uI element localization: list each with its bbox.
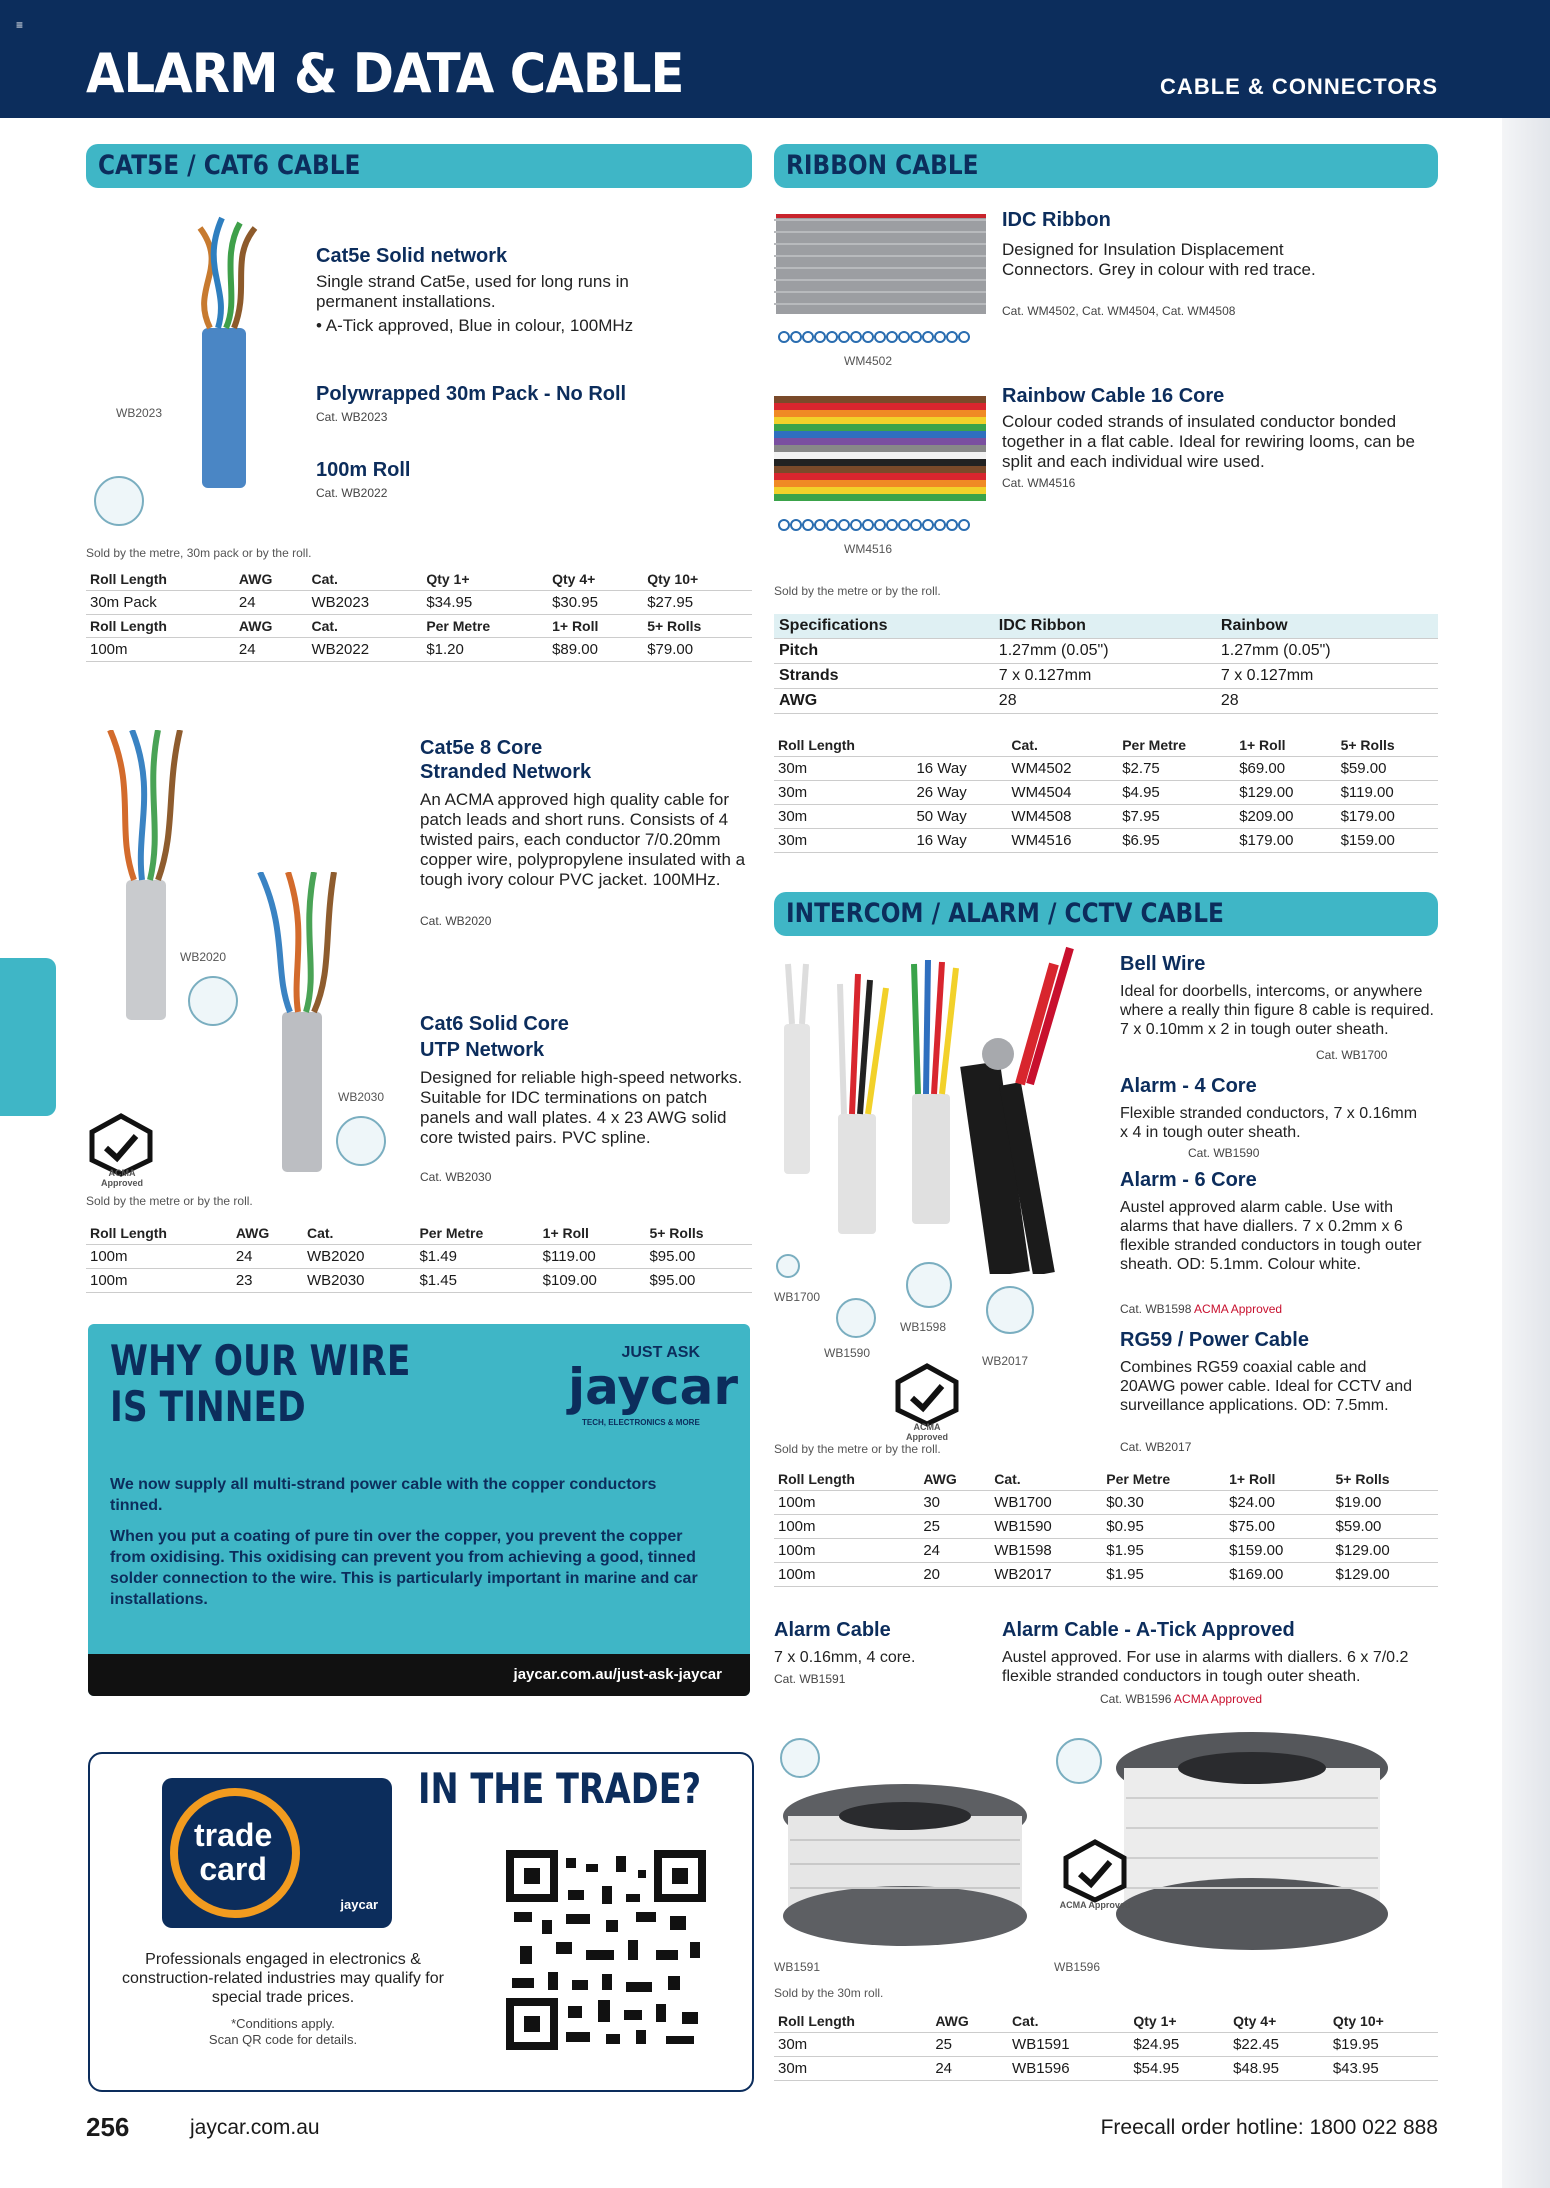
page-header bbox=[0, 0, 1550, 118]
table-cell: 7 x 0.127mm bbox=[994, 664, 1216, 689]
ribbon-price-table bbox=[774, 734, 1438, 853]
table-row bbox=[86, 1222, 752, 1245]
table-cell: AWG bbox=[919, 1468, 990, 1491]
page-edge bbox=[1502, 118, 1550, 2188]
product-desc: Combines RG59 coaxial cable and 20AWG power cable. Ideal for CCTV and surveillance applications. OD: 7.5mm. bbox=[1120, 1359, 1412, 1414]
image-label: WB2017 bbox=[982, 1354, 1029, 1368]
table-cell: 30m bbox=[774, 829, 912, 853]
rainbow-cable-image bbox=[774, 396, 986, 506]
table-cell: Cat. bbox=[308, 568, 423, 591]
table-cell: $129.00 bbox=[1332, 1539, 1438, 1563]
product-desc: Ideal for doorbells, intercoms, or anywhere where a really thin figure 8 cable is required. 7 x 0.10mm x 2 in tough outer sheath. bbox=[1120, 983, 1434, 1038]
sold-note: Sold by the metre, 30m pack or by the roll. bbox=[86, 546, 312, 560]
menu-icon[interactable]: ≡ bbox=[16, 18, 24, 32]
price-table-cat5e-cat6 bbox=[86, 1222, 752, 1293]
table-cell: $179.00 bbox=[1235, 829, 1336, 853]
why-link[interactable]: jaycar.com.au/just-ask-jaycar bbox=[513, 1666, 722, 1683]
page-title: ALARM & DATA CABLE bbox=[86, 42, 684, 105]
product-title: Stranded Network bbox=[420, 761, 592, 783]
cat-number: Cat. WB2023 bbox=[316, 410, 388, 424]
ribbon-spec-table bbox=[774, 614, 1438, 714]
table-cell: 25 bbox=[931, 2033, 1008, 2057]
table-cell: 30m bbox=[774, 781, 912, 805]
table-cell: $89.00 bbox=[548, 638, 643, 662]
table-cell: $30.95 bbox=[548, 591, 643, 615]
table-cell: WB1598 bbox=[990, 1539, 1102, 1563]
image-label: WB2023 bbox=[116, 406, 163, 420]
intercom-section-heading: INTERCOM / ALARM / CCTV CABLE bbox=[774, 892, 1438, 936]
cat-number: Cat. WB1598 ACMA Approved bbox=[1120, 1302, 1283, 1316]
table-cell: AWG bbox=[774, 689, 994, 714]
table-row bbox=[774, 1563, 1438, 1587]
product-title: UTP Network bbox=[420, 1039, 545, 1061]
sold-note: Sold by the metre or by the roll. bbox=[774, 584, 941, 598]
image-label: WB2030 bbox=[338, 1090, 385, 1104]
table-cell: 1.27mm (0.05") bbox=[994, 639, 1216, 664]
table-cell: $119.00 bbox=[539, 1245, 646, 1269]
table-cell: 5+ Rolls bbox=[1332, 1468, 1438, 1491]
trade-card-image bbox=[162, 1778, 392, 1928]
image-label: WB2020 bbox=[180, 950, 227, 964]
cat-number: Cat. WB2030 bbox=[420, 1170, 492, 1184]
table-row bbox=[774, 805, 1438, 829]
idc-ribbon-image bbox=[774, 210, 986, 326]
table-cell: Per Metre bbox=[422, 615, 548, 638]
table-row bbox=[86, 1245, 752, 1269]
table-cell: $109.00 bbox=[539, 1269, 646, 1293]
table-cell: $95.00 bbox=[645, 1269, 752, 1293]
table-cell: 23 bbox=[232, 1269, 303, 1293]
intercom-cables-image bbox=[774, 944, 1120, 1274]
why-link-bar[interactable] bbox=[88, 1654, 750, 1696]
table-cell: $2.75 bbox=[1118, 757, 1235, 781]
section-label: CABLE & CONNECTORS bbox=[1160, 74, 1438, 99]
why-heading: WHY OUR WIRE IS TINNED bbox=[110, 1336, 411, 1431]
sold-note: Sold by the metre or by the roll. bbox=[774, 1442, 941, 1456]
table-cell: $4.95 bbox=[1118, 781, 1235, 805]
alarm-cable-profile-icon bbox=[780, 1738, 820, 1778]
table-cell: $7.95 bbox=[1118, 805, 1235, 829]
table-cell: AWG bbox=[232, 1222, 303, 1245]
table-row bbox=[86, 638, 752, 662]
table-cell: Qty 4+ bbox=[548, 568, 643, 591]
product-title: IDC Ribbon bbox=[1002, 209, 1111, 231]
table-cell: Specifications bbox=[774, 614, 994, 639]
table-cell: $169.00 bbox=[1225, 1563, 1331, 1587]
table-row bbox=[774, 1468, 1438, 1491]
table-cell: 25 bbox=[919, 1515, 990, 1539]
rg59-profile-icon bbox=[986, 1286, 1034, 1334]
jaycar-logo: jaycar bbox=[568, 1358, 738, 1416]
acma-label: ACMA Approved bbox=[1059, 1900, 1131, 1910]
table-cell: $95.00 bbox=[645, 1245, 752, 1269]
table-row bbox=[774, 664, 1438, 689]
table-cell: $0.30 bbox=[1102, 1491, 1225, 1515]
table-cell: 30m bbox=[774, 805, 912, 829]
table-row bbox=[774, 1515, 1438, 1539]
table-cell: $34.95 bbox=[422, 591, 548, 615]
table-cell: AWG bbox=[931, 2010, 1008, 2033]
product-desc: Austel approved. For use in alarms with diallers. 6 x 7/0.2 flexible stranded conductors in tough outer sheath. bbox=[1002, 1649, 1409, 1685]
a-tick-alarm-profile-icon bbox=[1056, 1738, 1102, 1784]
table-cell: Roll Length bbox=[86, 1222, 232, 1245]
cat6-cable-image bbox=[248, 872, 338, 1172]
table-cell: Qty 10+ bbox=[1329, 2010, 1438, 2033]
image-label: WB1596 bbox=[1054, 1960, 1101, 1974]
table-cell: $1.49 bbox=[415, 1245, 538, 1269]
table-cell: $159.00 bbox=[1337, 829, 1438, 853]
table-cell: Strands bbox=[774, 664, 994, 689]
image-label: WB1700 bbox=[774, 1290, 821, 1304]
table-cell: IDC Ribbon bbox=[994, 614, 1216, 639]
table-row bbox=[774, 829, 1438, 853]
cat5e-solid-cable-image bbox=[160, 208, 280, 488]
why-tinned-panel bbox=[88, 1324, 750, 1696]
table-cell: 26 Way bbox=[912, 781, 1007, 805]
bell-wire-profile-icon bbox=[776, 1254, 800, 1278]
table-cell: 24 bbox=[235, 638, 308, 662]
table-cell: WB2022 bbox=[308, 638, 423, 662]
image-label: WB1598 bbox=[900, 1320, 947, 1334]
footer-url[interactable]: jaycar.com.au bbox=[190, 2116, 320, 2139]
table-cell: WB1590 bbox=[990, 1515, 1102, 1539]
table-cell: 100m bbox=[774, 1563, 919, 1587]
4-core-profile-icon bbox=[836, 1298, 876, 1338]
why-para-2: When you put a coating of pure tin over the copper, you prevent the copper from oxidising. This oxidising can prevent you from achieving a good, tinned solder connection to the wire. This is particularly important in marine and car installations. bbox=[110, 1528, 698, 1608]
table-row bbox=[774, 2010, 1438, 2033]
table-cell: $129.00 bbox=[1332, 1563, 1438, 1587]
wb1591-roll-image bbox=[780, 1780, 1030, 1950]
table-cell: 1+ Roll bbox=[1225, 1468, 1331, 1491]
table-cell: WB1700 bbox=[990, 1491, 1102, 1515]
table-cell: Pitch bbox=[774, 639, 994, 664]
table-cell: WM4502 bbox=[1007, 757, 1118, 781]
table-cell: $1.20 bbox=[422, 638, 548, 662]
side-tab[interactable] bbox=[0, 958, 56, 1116]
table-cell: 100m bbox=[774, 1539, 919, 1563]
trade-panel bbox=[88, 1752, 754, 2092]
table-cell: $22.45 bbox=[1229, 2033, 1329, 2057]
table-cell: WM4508 bbox=[1007, 805, 1118, 829]
image-label: WM4502 bbox=[844, 354, 893, 368]
product-title: Cat6 Solid Core bbox=[420, 1013, 569, 1035]
acma-label: ACMA Approved bbox=[100, 1168, 143, 1188]
ribbon-profile-icon bbox=[778, 518, 990, 532]
sold-note: Sold by the metre or by the roll. bbox=[86, 1194, 253, 1208]
table-row bbox=[774, 1539, 1438, 1563]
product-subtitle: Polywrapped 30m Pack - No Roll bbox=[316, 383, 627, 405]
sold-note: Sold by the 30m roll. bbox=[774, 1986, 884, 2000]
a-tick-icon bbox=[336, 1116, 386, 1166]
image-label: WM4516 bbox=[844, 542, 893, 556]
price-table-cat5e bbox=[86, 568, 752, 662]
table-cell: 100m bbox=[86, 1245, 232, 1269]
image-label: WB1591 bbox=[774, 1960, 821, 1974]
table-row bbox=[774, 614, 1438, 639]
table-cell: Roll Length bbox=[774, 1468, 919, 1491]
cat-number: Cat. WM4516 bbox=[1002, 476, 1076, 490]
trade-desc: Professionals engaged in electronics & construction-related industries may qualify for special trade prices. bbox=[122, 1951, 444, 2006]
table-cell: 24 bbox=[232, 1245, 303, 1269]
table-cell: Roll Length bbox=[774, 734, 912, 757]
product-title: Alarm Cable - A-Tick Approved bbox=[1002, 1619, 1295, 1641]
trade-conditions: *Conditions apply. bbox=[231, 2016, 335, 2031]
table-cell: 24 bbox=[235, 591, 308, 615]
table-cell: WB1591 bbox=[1008, 2033, 1129, 2057]
table-cell: 5+ Rolls bbox=[645, 1222, 752, 1245]
product-desc: An ACMA approved high quality cable for patch leads and short runs. Consists of 4 twisted pairs, each conductor 7/0.20mm copper wire, polypropylene insulated with a tough ivory colour PVC jacket. 100MHz. bbox=[420, 790, 746, 889]
acma-approved-icon bbox=[1060, 1838, 1130, 1908]
table-row bbox=[774, 639, 1438, 664]
table-cell: 28 bbox=[1216, 689, 1438, 714]
table-cell: $119.00 bbox=[1337, 781, 1438, 805]
table-row bbox=[774, 2033, 1438, 2057]
table-cell: 30m Pack bbox=[86, 591, 235, 615]
product-title: RG59 / Power Cable bbox=[1120, 1329, 1309, 1351]
table-cell: WM4516 bbox=[1007, 829, 1118, 853]
table-cell: 1+ Roll bbox=[539, 1222, 646, 1245]
table-row bbox=[774, 689, 1438, 714]
table-cell: Cat. bbox=[308, 615, 423, 638]
table-cell: Rainbow bbox=[1216, 614, 1438, 639]
table-cell: 50 Way bbox=[912, 805, 1007, 829]
table-cell: WB2020 bbox=[303, 1245, 415, 1269]
cat-number: Cat. WB2017 bbox=[1120, 1440, 1192, 1454]
product-title: Cat5e Solid network bbox=[316, 245, 508, 267]
table-cell: Qty 10+ bbox=[643, 568, 752, 591]
product-title: Alarm - 4 Core bbox=[1120, 1075, 1257, 1097]
wb1596-roll-image bbox=[1112, 1728, 1392, 1956]
table-cell: $159.00 bbox=[1225, 1539, 1331, 1563]
table-cell: $1.45 bbox=[415, 1269, 538, 1293]
table-cell: 30m bbox=[774, 757, 912, 781]
table-cell: $0.95 bbox=[1102, 1515, 1225, 1539]
table-row bbox=[86, 615, 752, 638]
page-number: 256 bbox=[86, 2112, 130, 2142]
table-cell: 7 x 0.127mm bbox=[1216, 664, 1438, 689]
jaycar-logo-small: JUST ASK bbox=[621, 1344, 700, 1361]
a-tick-icon bbox=[188, 976, 238, 1026]
product-desc: Flexible stranded conductors, 7 x 0.16mm x 4 in tough outer sheath. bbox=[1120, 1105, 1418, 1141]
cat-number: Cat. WB2020 bbox=[420, 914, 492, 928]
table-cell: WB2017 bbox=[990, 1563, 1102, 1587]
table-cell: 100m bbox=[86, 1269, 232, 1293]
table-cell: 100m bbox=[774, 1491, 919, 1515]
table-cell: Per Metre bbox=[1118, 734, 1235, 757]
product-desc: Single strand Cat5e, used for long runs in permanent installations. bbox=[316, 272, 629, 311]
table-cell: 20 bbox=[919, 1563, 990, 1587]
product-title: Cat5e 8 Core bbox=[420, 737, 543, 759]
table-cell: $1.95 bbox=[1102, 1539, 1225, 1563]
table-cell: AWG bbox=[235, 568, 308, 591]
table-cell: Roll Length bbox=[86, 615, 235, 638]
table-cell: $69.00 bbox=[1235, 757, 1336, 781]
table-cell: Cat. bbox=[1007, 734, 1118, 757]
trade-card-text: trade card bbox=[194, 1817, 273, 1887]
table-cell: 30 bbox=[919, 1491, 990, 1515]
table-row bbox=[86, 1269, 752, 1293]
table-cell: 28 bbox=[994, 689, 1216, 714]
table-cell bbox=[912, 734, 1007, 757]
image-label: WB1590 bbox=[824, 1346, 871, 1360]
table-cell: 100m bbox=[774, 1515, 919, 1539]
product-desc: Designed for reliable high-speed networks. Suitable for IDC terminations on patch panels and wall plates. 4 x 23 AWG solid core twisted pairs. PVC spline. bbox=[420, 1068, 743, 1147]
table-cell: WB2030 bbox=[303, 1269, 415, 1293]
table-cell: Per Metre bbox=[415, 1222, 538, 1245]
table-cell: Cat. bbox=[990, 1468, 1102, 1491]
cat-number: Cat. WB1596 ACMA Approved bbox=[1100, 1692, 1263, 1706]
trade-card-brand: jaycar bbox=[340, 1897, 378, 1912]
cat5e-stranded-cable-image bbox=[96, 730, 186, 1020]
table-cell: WB1596 bbox=[1008, 2057, 1129, 2081]
table-cell: Cat. bbox=[303, 1222, 415, 1245]
table-cell: $24.00 bbox=[1225, 1491, 1331, 1515]
ribbon-profile-icon bbox=[778, 330, 990, 344]
table-cell: $54.95 bbox=[1129, 2057, 1229, 2081]
table-cell: WM4504 bbox=[1007, 781, 1118, 805]
table-row bbox=[86, 591, 752, 615]
product-desc: Austel approved alarm cable. Use with alarms that have diallers. 7 x 0.2mm x 6 flexible stranded conductors in tough outer sheath. OD: 5.1mm. Colour white. bbox=[1120, 1199, 1422, 1273]
table-cell: 1.27mm (0.05") bbox=[1216, 639, 1438, 664]
product-desc: 7 x 0.16mm, 4 core. bbox=[774, 1649, 916, 1666]
6-core-profile-icon bbox=[906, 1262, 952, 1308]
cat-number: Cat. WM4502, Cat. WM4504, Cat. WM4508 bbox=[1002, 304, 1236, 318]
table-cell: 16 Way bbox=[912, 829, 1007, 853]
table-row bbox=[774, 2057, 1438, 2081]
table-cell: $19.95 bbox=[1329, 2033, 1438, 2057]
table-cell: $75.00 bbox=[1225, 1515, 1331, 1539]
product-desc: Colour coded strands of insulated conductor bonded together in a flat cable. Ideal for rewiring looms, can be split and each individual wire used. bbox=[1002, 412, 1415, 471]
table-cell: $1.95 bbox=[1102, 1563, 1225, 1587]
qr-code-icon[interactable] bbox=[506, 1850, 706, 2050]
cat5-section-heading: CAT5E / CAT6 CABLE bbox=[86, 144, 752, 188]
table-row bbox=[774, 734, 1438, 757]
table-cell: $59.00 bbox=[1337, 757, 1438, 781]
table-cell: $79.00 bbox=[643, 638, 752, 662]
trade-scan-note: Scan QR code for details. bbox=[208, 2032, 358, 2047]
product-title: Alarm - 6 Core bbox=[1120, 1169, 1257, 1191]
table-cell: 30m bbox=[774, 2033, 931, 2057]
acma-label: ACMA Approved bbox=[905, 1422, 948, 1442]
table-cell: $209.00 bbox=[1235, 805, 1336, 829]
product-title: Bell Wire bbox=[1120, 953, 1206, 975]
why-para-1: We now supply all multi-strand power cable with the copper conductors tinned. bbox=[110, 1476, 657, 1514]
product-title: Rainbow Cable 16 Core bbox=[1002, 385, 1225, 407]
product-desc: Designed for Insulation Displacement Connectors. Grey in colour with red trace. bbox=[1002, 240, 1316, 279]
table-row bbox=[774, 1491, 1438, 1515]
product-title: Alarm Cable bbox=[774, 1619, 891, 1641]
table-cell: $6.95 bbox=[1118, 829, 1235, 853]
intercom-price-table bbox=[774, 1468, 1438, 1587]
table-cell: 24 bbox=[919, 1539, 990, 1563]
table-cell: Roll Length bbox=[86, 568, 235, 591]
table-cell: Qty 1+ bbox=[422, 568, 548, 591]
table-cell: $48.95 bbox=[1229, 2057, 1329, 2081]
trade-heading: IN THE TRADE? bbox=[418, 1764, 702, 1813]
alarm-roll-price-table bbox=[774, 2010, 1438, 2081]
product-subtitle: 100m Roll bbox=[316, 459, 411, 481]
cat-number: Cat. WB1591 bbox=[774, 1672, 846, 1686]
footer-hotline: Freecall order hotline: 1800 022 888 bbox=[1100, 2116, 1438, 2139]
table-cell: Roll Length bbox=[774, 2010, 931, 2033]
table-cell: Qty 1+ bbox=[1129, 2010, 1229, 2033]
table-cell: 5+ Rolls bbox=[1337, 734, 1438, 757]
cat-number: Cat. WB1590 bbox=[1188, 1146, 1260, 1160]
table-cell: Cat. bbox=[1008, 2010, 1129, 2033]
table-row bbox=[86, 568, 752, 591]
table-cell: 1+ Roll bbox=[1235, 734, 1336, 757]
table-cell: $27.95 bbox=[643, 591, 752, 615]
table-cell: $129.00 bbox=[1235, 781, 1336, 805]
cat-number: Cat. WB2022 bbox=[316, 486, 388, 500]
cat-number: Cat. WB1700 bbox=[1316, 1048, 1388, 1062]
product-bullet: • A-Tick approved, Blue in colour, 100MHz bbox=[316, 316, 634, 335]
table-cell: $24.95 bbox=[1129, 2033, 1229, 2057]
table-cell: $43.95 bbox=[1329, 2057, 1438, 2081]
table-cell: 16 Way bbox=[912, 757, 1007, 781]
table-cell: 100m bbox=[86, 638, 235, 662]
table-cell: 1+ Roll bbox=[548, 615, 643, 638]
table-cell: AWG bbox=[235, 615, 308, 638]
table-cell: $179.00 bbox=[1337, 805, 1438, 829]
table-cell: 30m bbox=[774, 2057, 931, 2081]
table-cell: 24 bbox=[931, 2057, 1008, 2081]
table-cell: 5+ Rolls bbox=[643, 615, 752, 638]
a-tick-icon bbox=[94, 476, 144, 526]
jaycar-logo-tagline: TECH, ELECTRONICS & MORE bbox=[582, 1418, 700, 1427]
table-cell: $19.00 bbox=[1332, 1491, 1438, 1515]
table-cell: WB2023 bbox=[308, 591, 423, 615]
table-row bbox=[774, 757, 1438, 781]
table-cell: Qty 4+ bbox=[1229, 2010, 1329, 2033]
ribbon-section-heading: RIBBON CABLE bbox=[774, 144, 1438, 188]
table-cell: Per Metre bbox=[1102, 1468, 1225, 1491]
table-row bbox=[774, 781, 1438, 805]
table-cell: $59.00 bbox=[1332, 1515, 1438, 1539]
